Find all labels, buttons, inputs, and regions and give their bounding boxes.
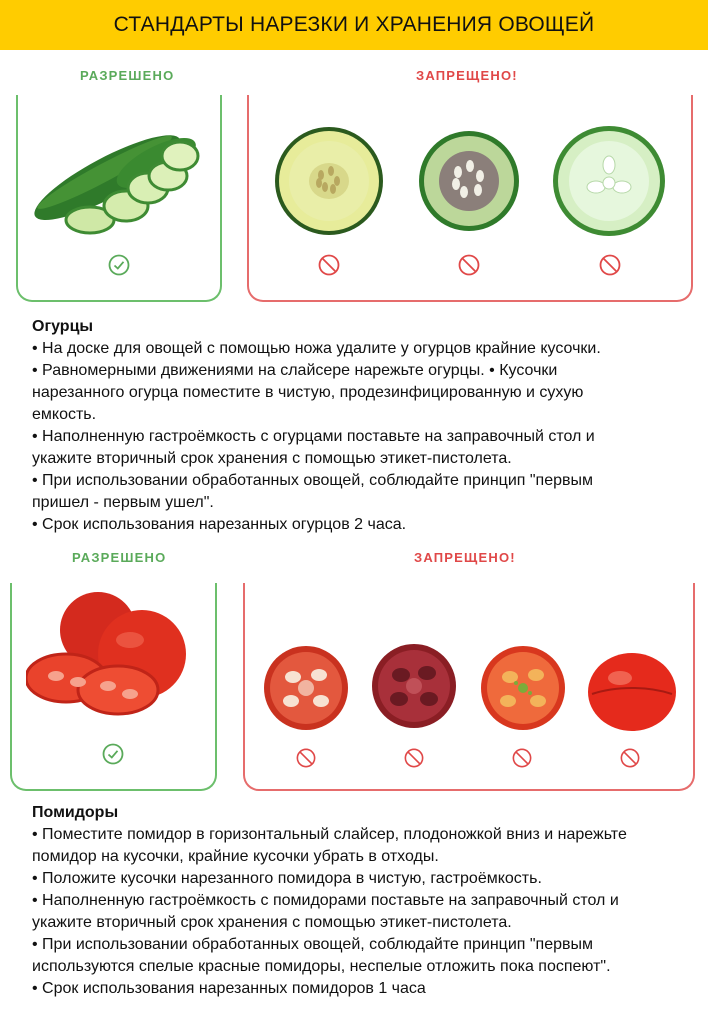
tomato-forbidden-image-unripe <box>480 645 566 731</box>
tomato-line: • При использовании обработанных овощей, соблюдайте принцип "первым <box>32 936 593 953</box>
check-circle-icon <box>108 254 130 276</box>
cucumber-line: емкость. <box>32 406 97 423</box>
cucumber-allowed-image <box>28 112 210 242</box>
tomato-line: помидор на кусочки, крайние кусочки убрать в отходы. <box>32 848 439 865</box>
tomato-line: используются спелые красные помидоры, неспелые отложить пока поспеют". <box>32 958 611 975</box>
tomato-forbidden-image-whole <box>586 650 678 732</box>
prohibited-circle-icon <box>296 748 316 768</box>
cucumber-forbidden-image-pale <box>552 125 666 237</box>
prohibited-circle-icon <box>318 254 340 276</box>
header-banner <box>0 0 708 50</box>
tomato-line: • Поместите помидор в горизонтальный слайсер, плодоножкой вниз и нарежьте <box>32 826 627 843</box>
cucumber-forbidden-image-overripe <box>418 130 520 232</box>
tomato-allowed-label: РАЗРЕШЕНО <box>72 550 167 565</box>
cucumber-line: • На доске для овощей с помощью ножа удалите у огурцов крайние кусочки. <box>32 340 601 357</box>
prohibited-circle-icon <box>404 748 424 768</box>
tomato-forbidden-label: ЗАПРЕЩЕНО! <box>414 550 516 565</box>
cucumber-line: • Равномерными движениями на слайсере нарежьте огурцы. • Кусочки <box>32 362 558 379</box>
tomato-instructions <box>32 802 682 1000</box>
cucumber-line: • Срок использования нарезанных огурцов 2 часа. <box>32 516 407 533</box>
cucumber-instructions <box>32 316 682 536</box>
cucumber-line: • При использовании обработанных овощей, соблюдайте принцип "первым <box>32 472 593 489</box>
prohibited-circle-icon <box>620 748 640 768</box>
cucumber-line: нарезанного огурца поместите в чистую, продезинфицированную и сухую <box>32 384 584 401</box>
prohibited-circle-icon <box>512 748 532 768</box>
prohibited-circle-icon <box>599 254 621 276</box>
cucumber-forbidden-image-yellow <box>273 125 385 237</box>
tomato-line: укажите вторичный срок хранения с помощью этикет-пистолета. <box>32 914 512 931</box>
cucumber-allowed-label: РАЗРЕШЕНО <box>80 68 175 83</box>
tomato-line: • Срок использования нарезанных помидоров 1 часа <box>32 980 426 997</box>
tomato-line: • Наполненную гастроёмкость с помидорами поставьте на заправочный стол и <box>32 892 619 909</box>
cucumber-line: укажите вторичный срок хранения с помощью этикет-пистолета. <box>32 450 512 467</box>
cucumber-forbidden-label: ЗАПРЕЩЕНО! <box>416 68 518 83</box>
cucumber-line: пришел - первым ушел". <box>32 494 214 511</box>
tomato-title: Помидоры <box>32 804 119 821</box>
tomato-allowed-image <box>26 590 194 722</box>
tomato-forbidden-image-pale <box>263 645 349 731</box>
check-circle-icon <box>102 743 124 765</box>
prohibited-circle-icon <box>458 254 480 276</box>
cucumber-title: Огурцы <box>32 318 94 335</box>
cucumber-line: • Наполненную гастроёмкость с огурцами поставьте на заправочный стол и <box>32 428 595 445</box>
tomato-line: • Положите кусочки нарезанного помидора в чистую, гастроёмкость. <box>32 870 542 887</box>
page-title: СТАНДАРТЫ НАРЕЗКИ И ХРАНЕНИЯ ОВОЩЕЙ <box>113 13 595 36</box>
tomato-forbidden-image-dark <box>371 643 457 729</box>
